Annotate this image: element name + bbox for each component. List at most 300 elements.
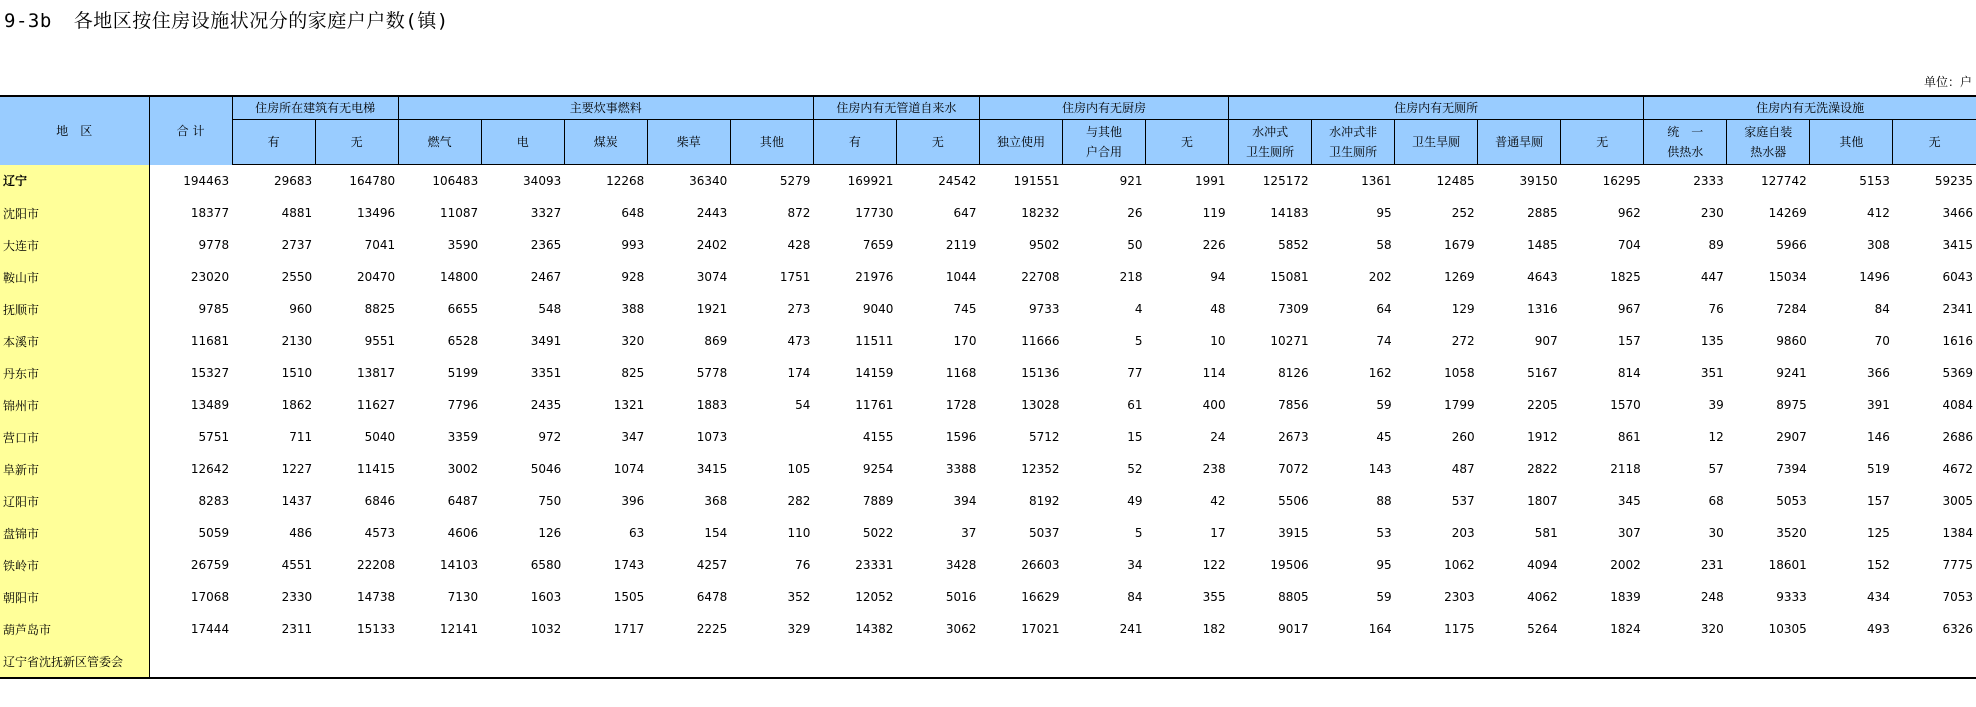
value-cell: 6528: [447, 334, 479, 348]
value-cell: 18601: [1768, 558, 1807, 572]
value-cell: 59235: [1934, 174, 1973, 188]
value-cell: 12352: [1021, 462, 1060, 476]
value-cell: 11681: [190, 334, 230, 348]
value-cell: 164: [1368, 622, 1392, 636]
value-cell: 19506: [1270, 558, 1309, 572]
value-cell: 2333: [1693, 174, 1724, 188]
value-cell: 49: [1127, 494, 1143, 508]
value-cell: 11666: [1021, 334, 1060, 348]
value-cell: 4094: [1527, 558, 1558, 572]
value-cell: 4257: [696, 558, 728, 572]
value-cell: 10: [1210, 334, 1226, 348]
value-cell: 42: [1210, 494, 1226, 508]
value-cell: 146: [1866, 430, 1890, 444]
value-cell: 1912: [1527, 430, 1558, 444]
value-cell: 203: [1451, 526, 1475, 540]
value-cell: 396: [621, 494, 645, 508]
value-cell: 3415: [696, 462, 728, 476]
value-cell: 14800: [440, 270, 479, 284]
header-col-2-1: 无: [896, 120, 979, 165]
value-cell: 1807: [1527, 494, 1558, 508]
value-cell: 9333: [1776, 590, 1807, 604]
value-cell: 13817: [356, 366, 396, 380]
value-cell: 34: [1127, 558, 1143, 572]
value-cell: [1229, 645, 1312, 678]
value-cell: 7130: [447, 590, 479, 604]
value-cell: 2225: [696, 622, 728, 636]
value-cell: 30: [1708, 526, 1724, 540]
page-title: [4, 6, 449, 33]
value-cell: 1168: [945, 366, 977, 380]
value-cell: 1728: [945, 398, 977, 412]
value-cell: 1596: [945, 430, 977, 444]
value-cell: 15: [1127, 430, 1143, 444]
value-cell: 68: [1708, 494, 1724, 508]
value-cell: 2550: [281, 270, 313, 284]
value-cell: 63: [628, 526, 645, 540]
value-cell: 5040: [364, 430, 396, 444]
value-cell: [1810, 645, 1893, 678]
value-cell: 704: [1617, 238, 1641, 252]
value-cell: 1073: [696, 430, 728, 444]
value-cell: 11761: [855, 398, 894, 412]
value-cell: 345: [1617, 494, 1641, 508]
value-cell: [564, 645, 647, 678]
value-cell: [315, 645, 398, 678]
value-cell: 7796: [447, 398, 479, 412]
region-cell: 辽宁: [0, 165, 149, 198]
region-cell: 辽宁省沈抚新区管委会: [0, 645, 149, 678]
value-cell: 1074: [613, 462, 645, 476]
table-row: [0, 229, 1976, 261]
region-cell: 盘锦市: [0, 517, 149, 549]
value-cell: 1825: [1610, 270, 1641, 284]
header-col-1-3: 柴草: [647, 120, 730, 165]
value-cell: 17444: [190, 622, 230, 636]
value-cell: 7889: [862, 494, 894, 508]
value-cell: 9860: [1776, 334, 1807, 348]
value-cell: 17730: [855, 206, 894, 220]
value-cell: 9778: [198, 238, 230, 252]
value-cell: 5016: [945, 590, 977, 604]
header-col-4-1: 水冲式非 卫生厕所: [1312, 120, 1395, 165]
value-cell: 4606: [447, 526, 479, 540]
value-cell: 273: [787, 302, 811, 316]
value-cell: 6655: [447, 302, 479, 316]
table-row: [0, 645, 1976, 678]
value-cell: 825: [621, 366, 645, 380]
value-cell: 9040: [862, 302, 894, 316]
value-cell: 3002: [447, 462, 479, 476]
value-cell: 16629: [1021, 590, 1060, 604]
value-cell: 400: [1202, 398, 1226, 412]
value-cell: 88: [1376, 494, 1392, 508]
value-cell: 7041: [364, 238, 396, 252]
value-cell: 352: [787, 590, 811, 604]
value-cell: 5053: [1776, 494, 1807, 508]
value-cell: 814: [1617, 366, 1641, 380]
table-row: [0, 325, 1976, 357]
table-title: 各地区按住房设施状况分的家庭户户数(镇): [73, 10, 449, 32]
header-col-1-2: 煤炭: [564, 120, 647, 165]
value-cell: 648: [621, 206, 645, 220]
value-cell: 320: [1700, 622, 1724, 636]
value-cell: 493: [1866, 622, 1890, 636]
header-col-3-2: 无: [1146, 120, 1229, 165]
value-cell: [896, 645, 979, 678]
value-cell: 647: [953, 206, 977, 220]
value-cell: 745: [953, 302, 977, 316]
table-row: [0, 613, 1976, 645]
value-cell: 5279: [779, 174, 811, 188]
value-cell: 8825: [364, 302, 396, 316]
value-cell: 164780: [349, 174, 396, 188]
value-cell: 993: [621, 238, 645, 252]
value-cell: 2467: [530, 270, 562, 284]
region-cell: 锦州市: [0, 389, 149, 421]
value-cell: 7856: [1278, 398, 1309, 412]
value-cell: 4084: [1942, 398, 1973, 412]
value-cell: [1312, 645, 1395, 678]
value-cell: [1644, 645, 1727, 678]
value-cell: 11087: [440, 206, 479, 220]
value-cell: [1062, 645, 1145, 678]
header-group-2: 住房内有无管道自来水: [813, 96, 979, 120]
value-cell: 34093: [523, 174, 562, 188]
value-cell: 1175: [1444, 622, 1475, 636]
value-cell: [1146, 645, 1229, 678]
value-cell: 39: [1708, 398, 1724, 412]
value-cell: 45: [1376, 430, 1392, 444]
value-cell: 37: [961, 526, 977, 540]
value-cell: 22208: [356, 558, 396, 572]
value-cell: 169921: [847, 174, 894, 188]
header-col-5-1: 家庭自装 热水器: [1727, 120, 1810, 165]
table-body: [0, 165, 1976, 679]
value-cell: 5167: [1527, 366, 1558, 380]
value-cell: 12642: [190, 462, 230, 476]
value-cell: 2311: [281, 622, 313, 636]
value-cell: 548: [538, 302, 562, 316]
value-cell: 2303: [1444, 590, 1475, 604]
value-cell: [149, 645, 232, 678]
value-cell: 15327: [190, 366, 230, 380]
value-cell: 8805: [1278, 590, 1309, 604]
value-cell: 77: [1127, 366, 1143, 380]
header-col-3-0: 独立使用: [979, 120, 1062, 165]
table-row: [0, 453, 1976, 485]
value-cell: 861: [1617, 430, 1641, 444]
value-cell: 2119: [945, 238, 977, 252]
value-cell: 1437: [281, 494, 313, 508]
value-cell: 5037: [1028, 526, 1060, 540]
value-cell: 5022: [862, 526, 894, 540]
value-cell: 13496: [356, 206, 396, 220]
value-cell: 366: [1866, 366, 1890, 380]
value-cell: 58: [1376, 238, 1392, 252]
value-cell: 15133: [356, 622, 396, 636]
header-group-1: 主要炊事燃料: [398, 96, 813, 120]
value-cell: 3590: [447, 238, 479, 252]
value-cell: 76: [1708, 302, 1724, 316]
value-cell: 7284: [1776, 302, 1807, 316]
value-cell: 1751: [779, 270, 811, 284]
header-col-4-3: 普通旱厕: [1478, 120, 1561, 165]
value-cell: 6487: [447, 494, 479, 508]
value-cell: 76: [795, 558, 811, 572]
value-cell: 154: [704, 526, 728, 540]
value-cell: 5199: [447, 366, 479, 380]
value-cell: 2885: [1527, 206, 1558, 220]
value-cell: 4155: [862, 430, 894, 444]
header-col-1-1: 电: [481, 120, 564, 165]
value-cell: 48: [1210, 302, 1226, 316]
value-cell: 2673: [1278, 430, 1309, 444]
table-row: [0, 517, 1976, 549]
header-col-4-4: 无: [1561, 120, 1644, 165]
value-cell: [1561, 645, 1644, 678]
value-cell: 1062: [1444, 558, 1475, 572]
value-cell: 125: [1866, 526, 1890, 540]
value-cell: 6326: [1942, 622, 1973, 636]
value-cell: 928: [621, 270, 645, 284]
value-cell: 126: [538, 526, 562, 540]
value-cell: 106483: [432, 174, 479, 188]
header-col-1-0: 燃气: [398, 120, 481, 165]
value-cell: 1316: [1527, 302, 1558, 316]
value-cell: 3074: [696, 270, 728, 284]
value-cell: 3415: [1942, 238, 1973, 252]
value-cell: 1883: [696, 398, 728, 412]
value-cell: 9551: [364, 334, 396, 348]
value-cell: 23020: [190, 270, 230, 284]
value-cell: 1505: [613, 590, 645, 604]
value-cell: 182: [1202, 622, 1226, 636]
value-cell: [730, 645, 813, 678]
value-cell: 10271: [1270, 334, 1309, 348]
value-cell: 53: [1376, 526, 1392, 540]
value-cell: 61: [1127, 398, 1143, 412]
value-cell: [1727, 645, 1810, 678]
value-cell: 1485: [1527, 238, 1558, 252]
value-cell: 11511: [855, 334, 894, 348]
region-cell: 葫芦岛市: [0, 613, 149, 645]
value-cell: 8283: [198, 494, 230, 508]
value-cell: 1321: [613, 398, 645, 412]
value-cell: 2737: [281, 238, 313, 252]
value-cell: 14159: [855, 366, 894, 380]
value-cell: 26603: [1021, 558, 1060, 572]
value-cell: 18377: [190, 206, 230, 220]
value-cell: 89: [1708, 238, 1724, 252]
value-cell: 22708: [1021, 270, 1060, 284]
value-cell: 157: [1617, 334, 1641, 348]
table-row: [0, 581, 1976, 613]
header-region: 地 区: [0, 96, 149, 165]
value-cell: 4: [1134, 302, 1143, 316]
value-cell: 12268: [606, 174, 645, 188]
value-cell: 2130: [281, 334, 313, 348]
value-cell: 320: [621, 334, 645, 348]
value-cell: 194463: [183, 173, 230, 188]
value-cell: 1269: [1444, 270, 1475, 284]
value-cell: [813, 645, 896, 678]
header-group-0: 住房所在建筑有无电梯: [232, 96, 398, 120]
value-cell: 12141: [440, 622, 479, 636]
region-cell: 沈阳市: [0, 197, 149, 229]
value-cell: 26759: [190, 558, 230, 572]
value-cell: 3062: [945, 622, 977, 636]
value-cell: 122: [1202, 558, 1226, 572]
value-cell: 8975: [1776, 398, 1807, 412]
value-cell: 907: [1534, 334, 1558, 348]
value-cell: 412: [1866, 206, 1890, 220]
value-cell: 2341: [1942, 302, 1973, 316]
region-cell: 铁岭市: [0, 549, 149, 581]
value-cell: 2435: [530, 398, 562, 412]
value-cell: 143: [1368, 462, 1392, 476]
value-cell: 23331: [855, 558, 894, 572]
header-col-0-0: 有: [232, 120, 315, 165]
value-cell: 581: [1534, 526, 1558, 540]
value-cell: 10305: [1768, 622, 1807, 636]
value-cell: 162: [1368, 366, 1392, 380]
value-cell: 13028: [1021, 398, 1060, 412]
region-cell: 丹东市: [0, 357, 149, 389]
value-cell: [1893, 645, 1976, 678]
value-cell: 17021: [1021, 622, 1060, 636]
value-cell: 3466: [1942, 206, 1973, 220]
value-cell: 5506: [1278, 494, 1309, 508]
value-cell: 119: [1202, 206, 1226, 220]
value-cell: 2365: [530, 238, 562, 252]
value-cell: [232, 645, 315, 678]
value-cell: 6478: [696, 590, 728, 604]
value-cell: 5712: [1028, 430, 1060, 444]
value-cell: 5966: [1776, 238, 1807, 252]
region-cell: 大连市: [0, 229, 149, 261]
value-cell: 355: [1202, 590, 1226, 604]
value-cell: 1496: [1859, 270, 1890, 284]
value-cell: 962: [1617, 206, 1641, 220]
value-cell: 1921: [696, 302, 728, 316]
value-cell: 248: [1700, 590, 1724, 604]
region-cell: 朝阳市: [0, 581, 149, 613]
value-cell: 16295: [1602, 174, 1641, 188]
value-cell: 282: [787, 494, 811, 508]
value-cell: 388: [621, 302, 645, 316]
header-col-5-3: 无: [1893, 120, 1976, 165]
value-cell: 20470: [356, 270, 396, 284]
value-cell: 14382: [855, 622, 894, 636]
value-cell: 4551: [281, 558, 313, 572]
value-cell: 14269: [1768, 206, 1807, 220]
table-row: [0, 197, 1976, 229]
value-cell: 4573: [364, 526, 396, 540]
value-cell: 1032: [530, 622, 562, 636]
value-cell: 1991: [1195, 174, 1226, 188]
value-cell: 12: [1708, 430, 1724, 444]
value-cell: 9241: [1776, 366, 1807, 380]
value-cell: 18232: [1021, 206, 1060, 220]
value-cell: 24542: [938, 174, 977, 188]
value-cell: 127742: [1761, 174, 1807, 188]
value-cell: 5046: [530, 462, 562, 476]
value-cell: 428: [787, 238, 811, 252]
value-cell: 7072: [1278, 462, 1309, 476]
value-cell: 351: [1700, 366, 1724, 380]
value-cell: [481, 645, 564, 678]
region-cell: 本溪市: [0, 325, 149, 357]
value-cell: [1395, 645, 1478, 678]
value-cell: 152: [1866, 558, 1890, 572]
value-cell: 2907: [1776, 430, 1807, 444]
region-cell: 抚顺市: [0, 293, 149, 325]
value-cell: 391: [1866, 398, 1890, 412]
value-cell: 329: [787, 622, 811, 636]
value-cell: 1743: [613, 558, 645, 572]
value-cell: 3388: [945, 462, 977, 476]
value-cell: 125172: [1262, 174, 1309, 188]
value-cell: 1361: [1361, 174, 1392, 188]
value-cell: 1824: [1610, 622, 1641, 636]
value-cell: 1679: [1444, 238, 1475, 252]
header-col-3-1: 与其他 户合用: [1062, 120, 1145, 165]
table-row: [0, 261, 1976, 293]
value-cell: 711: [289, 430, 313, 444]
value-cell: 2330: [281, 590, 313, 604]
value-cell: 3491: [530, 334, 562, 348]
value-cell: 5: [1134, 526, 1143, 540]
value-cell: 12485: [1436, 174, 1475, 188]
value-cell: 2822: [1527, 462, 1558, 476]
value-cell: 1603: [530, 590, 562, 604]
value-cell: 230: [1700, 206, 1724, 220]
value-cell: 15136: [1021, 366, 1060, 380]
value-cell: 17: [1210, 526, 1226, 540]
value-cell: 3351: [530, 366, 562, 380]
value-cell: 2205: [1527, 398, 1558, 412]
value-cell: 202: [1368, 270, 1392, 284]
value-cell: 52: [1127, 462, 1143, 476]
value-cell: 15034: [1768, 270, 1807, 284]
value-cell: 7659: [862, 238, 894, 252]
region-cell: 阜新市: [0, 453, 149, 485]
value-cell: 74: [1376, 334, 1392, 348]
value-cell: 135: [1700, 334, 1724, 348]
value-cell: 967: [1617, 302, 1641, 316]
value-cell: 5153: [1859, 174, 1890, 188]
value-cell: [1478, 645, 1561, 678]
value-cell: 64: [1376, 302, 1392, 316]
value-cell: 4672: [1942, 462, 1973, 476]
value-cell: 14738: [356, 590, 396, 604]
value-cell: 473: [787, 334, 811, 348]
value-cell: 2402: [696, 238, 728, 252]
region-cell: 营口市: [0, 421, 149, 453]
value-cell: 39150: [1519, 174, 1558, 188]
value-cell: 9733: [1028, 302, 1060, 316]
value-cell: 307: [1617, 526, 1641, 540]
value-cell: [398, 645, 481, 678]
value-cell: 84: [1127, 590, 1143, 604]
value-cell: 872: [787, 206, 811, 220]
region-cell: 鞍山市: [0, 261, 149, 293]
value-cell: 29683: [273, 174, 313, 188]
header-col-4-0: 水冲式 卫生厕所: [1229, 120, 1312, 165]
header-col-5-2: 其他: [1810, 120, 1893, 165]
table-row: [0, 389, 1976, 421]
